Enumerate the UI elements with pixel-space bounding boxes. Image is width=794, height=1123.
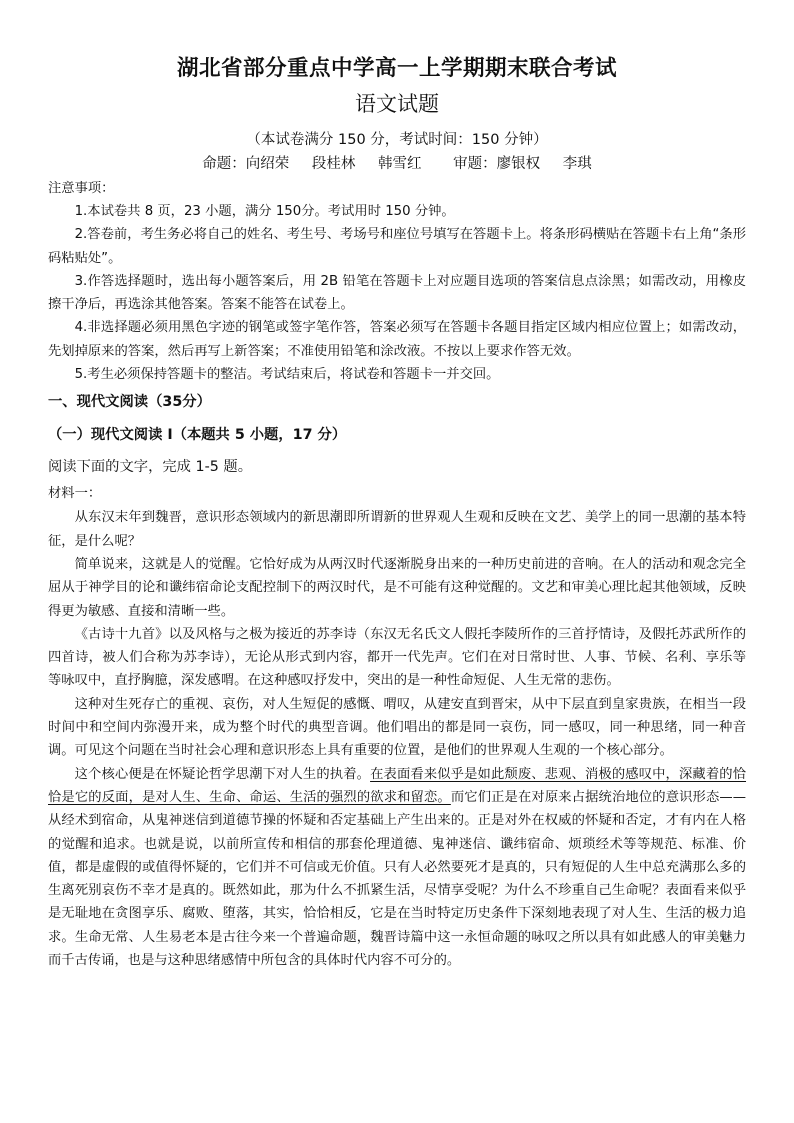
exam-subtitle: 语文试题 [355, 92, 439, 116]
notice-item: 1.本试卷共 8 页，23 小题，满分 150分。考试用时 150 分钟。 [74, 204, 455, 219]
notice-item: 4.非选择题必须用黑色字迹的钢笔或签字笔作答，答案必须写在答题卡各题目指定区域内相应位置上；如需改动，先划掉原来的答案，然后再写上新答案；不准使用铅笔和涂改液。不按以上要求作答无效。 [48, 320, 746, 359]
paragraph-text: 而它们正是在对原来占据统治地位的意识形态——从经术到宿命，从鬼神迷信到道德节操的怀疑和否定基础上产生出来的。正是对外在权威的怀疑和否定，才有内在人格的觉醒和追求。也就是说，以前所宣传和相信的那套伦理道德、鬼神迷信、谶纬宿命、烦琐经术等等规范、标准、价值，都是虚假的或值得怀疑的，它们并不可信或无价值。只有人必然要死才是真的，只有短促的人生中总充满那么多的生离死别哀伤不幸才是真的。既然如此，那为什么不抓紧生活，尽情享受呢？为什么不珍重自己生命呢？表面看来似乎是无耻地在贪图享乐、腐败、堕落，其实，恰恰相反，它是在当时特定历史条件下深刻地表现了对人生、生活的极力追求。生命无常、人生易老本是古往今来一个普遍命题，魏晋诗篇中这一永恒命题的咏叹之所以具有如此感人的审美魅力而千古传诵，也是与这种思绪感情中所包含的具体时代内容不可分的。 [48, 789, 746, 969]
passage-paragraph: 《古诗十九首》以及风格与之极为接近的苏李诗（东汉无名氏文人假托李陵所作的三首抒情诗，及假托苏武所作的四首诗，被人们合称为苏李诗），无论从形式到内容，都开一代先声。它们在对日常时世、人事、节候、名利、享乐等等咏叹中，直抒胸臆，深发感喟。在这种感叹抒发中，突出的是一种性命短促、人生无常的悲伤。 [48, 626, 746, 689]
subsection-heading: （一）现代文阅读 I（本题共 5 小题，17 分） [48, 427, 347, 444]
reading-passage [48, 506, 746, 972]
passage-paragraph: 从东汉末年到魏晋，意识形态领域内的新思潮即所谓新的世界观人生观和反映在文艺、美学上的同一思潮的基本特征，是什么呢？ [48, 510, 746, 549]
notice-item: 2.答卷前，考生务必将自己的姓名、考生号、考场号和座位号填写在答题卡上。将条形码横贴在答题卡右上角“条形码粘贴处”。 [48, 227, 746, 266]
passage-paragraph [48, 763, 746, 973]
reviewer-name: 廖银权 [496, 156, 541, 172]
authors-line [48, 152, 746, 176]
notice-heading: 注意事项： [48, 181, 115, 196]
paragraph-text: 这个核心便是在怀疑论哲学思潮下对人生的执着。 [74, 766, 371, 782]
reviewer-name: 李琪 [562, 156, 592, 172]
authors-label: 命题： [202, 156, 246, 172]
author-name: 向绍荣 [245, 156, 290, 172]
material-label: 材料一： [48, 486, 102, 502]
notice-list [48, 200, 746, 386]
section-heading: 一、现代文阅读（35分） [48, 394, 211, 411]
underlined-sentence: 在表面看来似乎是如此颓废、悲观、消极的感叹中，深藏着的恰恰是它的反面，是对人生、生命、命运、生活的强烈的欲求和留恋。 [48, 766, 747, 805]
reading-instruction: 阅读下面的文字，完成 1-5 题。 [48, 459, 253, 476]
author-name: 韩雪红 [378, 156, 422, 172]
notice-item: 3.作答选择题时，选出每小题答案后，用 2B 铅笔在答题卡上对应题目选项的答案信息点涂黑；如需改动，用橡皮擦干净后，再选涂其他答案。答案不能答在试卷上。 [48, 273, 746, 313]
passage-paragraph: 简单说来，这就是人的觉醒。它恰好成为从两汉时代逐渐脱身出来的一种历史前进的音响。在人的活动和观念完全屈从于神学目的论和谶纬宿命论支配控制下的两汉时代，是不可能有这种觉醒的。文艺和审美心理比起其他领域，反映得更为敏感、直接和清晰一些。 [48, 556, 746, 619]
exam-title: 湖北省部分重点中学高一上学期期末联合考试 [176, 56, 617, 81]
reviewers-label: 审题： [453, 156, 497, 172]
passage-paragraph: 这种对生死存亡的重视、哀伤，对人生短促的感慨、喟叹，从建安直到晋宋，从中下层直到皇家贵族，在相当一段时间中和空间内弥漫开来，成为整个时代的典型音调。他们唱出的都是同一哀伤，同一感叹，同一种思绪，同一种音调。可见这个问题在当时社会心理和意识形态上具有重要的位置，是他们的世界观人生观的一个核心部分。 [48, 696, 746, 759]
author-name: 段桂林 [311, 156, 356, 172]
notice-item: 5.考生必须保持答题卡的整洁。考试结束后，将试卷和答题卡一并交回。 [74, 367, 500, 383]
exam-info: （本试卷满分 150 分，考试时间：150 分钟） [246, 132, 548, 148]
